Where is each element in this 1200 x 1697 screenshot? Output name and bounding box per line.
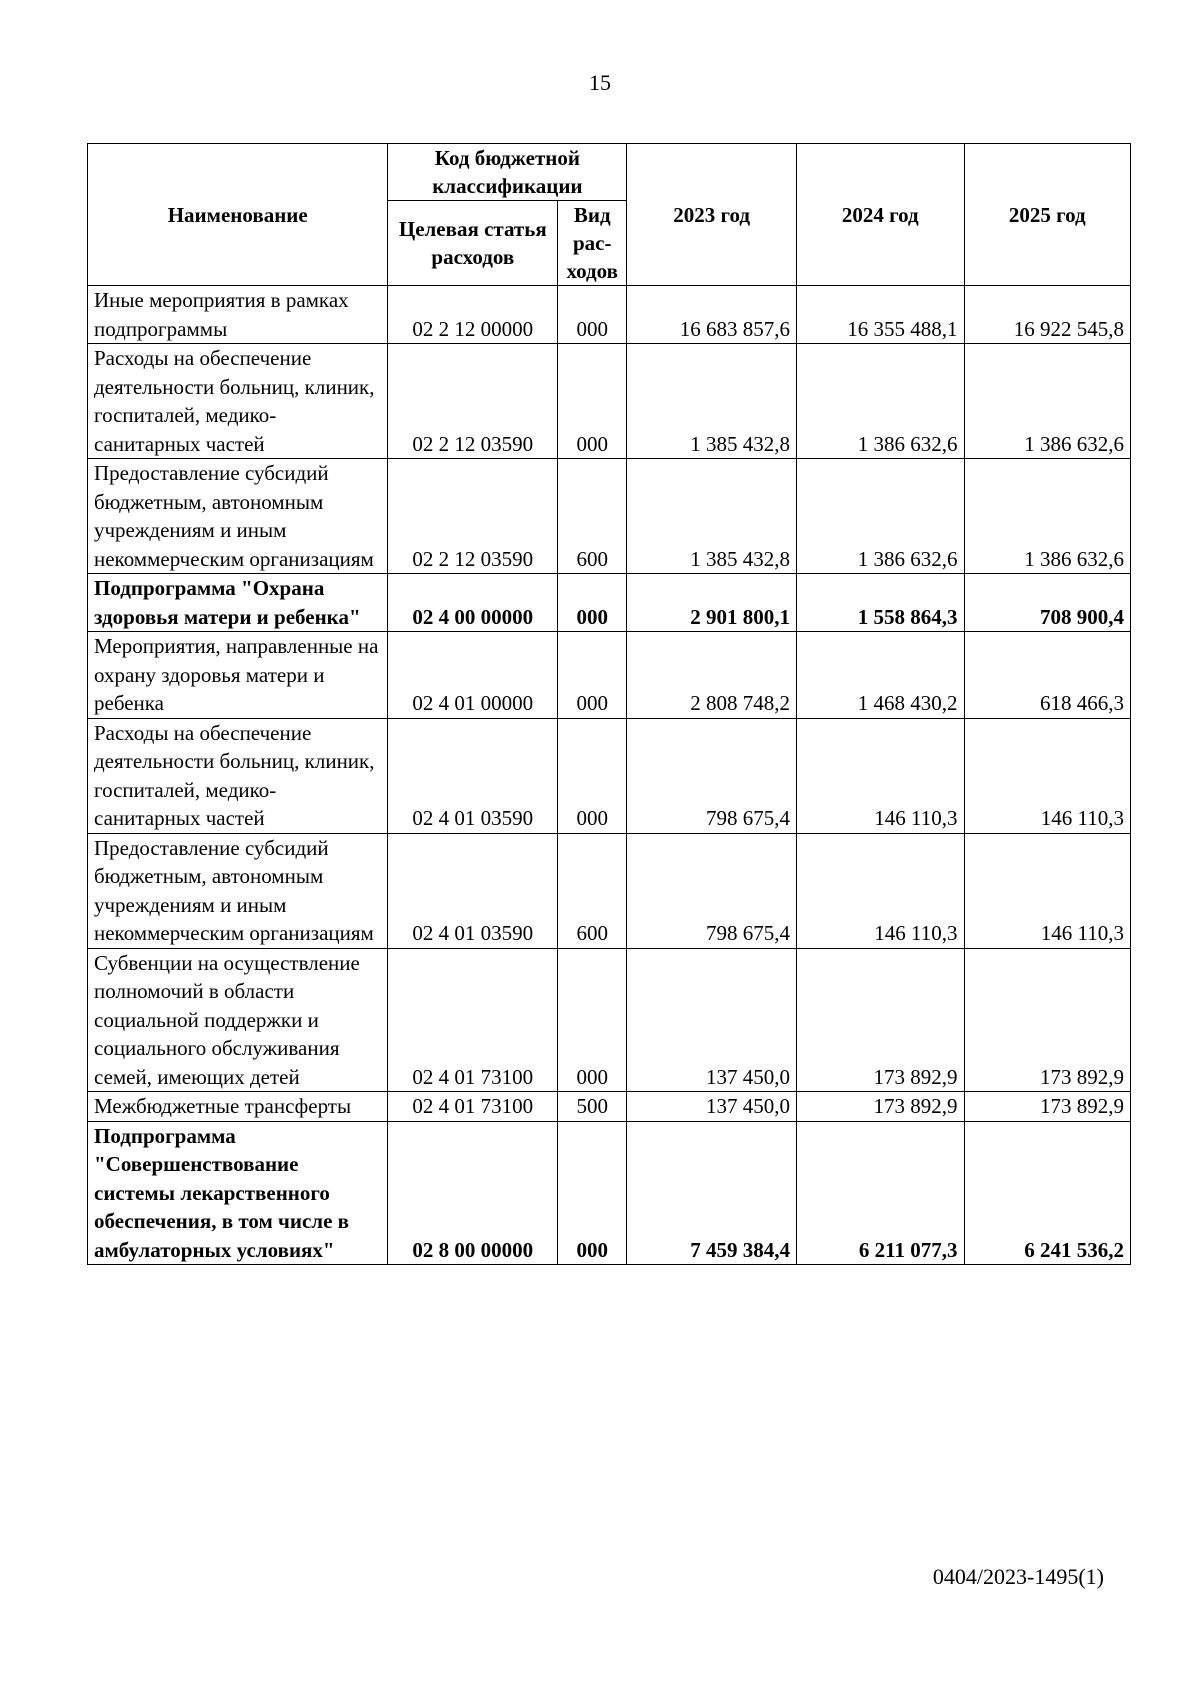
row-kind: 600 [558, 459, 627, 574]
row-2025: 708 900,4 [964, 574, 1131, 632]
row-code: 02 4 01 03590 [388, 718, 558, 833]
row-2025: 6 241 536,2 [964, 1121, 1131, 1265]
row-2024: 146 110,3 [796, 833, 964, 948]
header-2025: 2025 год [964, 144, 1131, 286]
row-name: Подпрограмма "Охрана здоровья матери и ребенка" [88, 574, 388, 632]
row-2023: 2 808 748,2 [627, 632, 797, 719]
row-2024: 1 558 864,3 [796, 574, 964, 632]
row-name: Предоставление субсидий бюджетным, автономным учреждениям и иным некоммерческим организациям [88, 833, 388, 948]
row-code: 02 2 12 03590 [388, 344, 558, 459]
row-2023: 1 385 432,8 [627, 344, 797, 459]
row-kind: 000 [558, 948, 627, 1092]
header-row-1 [88, 144, 1131, 201]
row-code: 02 8 00 00000 [388, 1121, 558, 1265]
row-name: Мероприятия, направленные на охрану здоровья матери и ребенка [88, 632, 388, 719]
row-code: 02 4 00 00000 [388, 574, 558, 632]
row-2023: 7 459 384,4 [627, 1121, 797, 1265]
row-code: 02 4 01 00000 [388, 632, 558, 719]
row-2023: 16 683 857,6 [627, 286, 797, 344]
row-kind: 000 [558, 718, 627, 833]
row-2023: 798 675,4 [627, 718, 797, 833]
row-2024: 1 386 632,6 [796, 459, 964, 574]
row-2023: 137 450,0 [627, 1092, 797, 1122]
table-row [88, 344, 1131, 459]
header-2023: 2023 год [627, 144, 797, 286]
table-row [88, 459, 1131, 574]
row-code: 02 2 12 03590 [388, 459, 558, 574]
row-2023: 1 385 432,8 [627, 459, 797, 574]
row-kind: 600 [558, 833, 627, 948]
row-2025: 1 386 632,6 [964, 459, 1131, 574]
row-2025: 146 110,3 [964, 833, 1131, 948]
table-row [88, 632, 1131, 719]
row-name: Субвенции на осуществление полномочий в области социальной поддержки и социального обслуживания семей, имеющих детей [88, 948, 388, 1092]
row-2024: 173 892,9 [796, 948, 964, 1092]
table-row [88, 718, 1131, 833]
table-row [88, 286, 1131, 344]
row-2025: 16 922 545,8 [964, 286, 1131, 344]
row-2025: 173 892,9 [964, 1092, 1131, 1122]
row-2024: 6 211 077,3 [796, 1121, 964, 1265]
row-kind: 000 [558, 632, 627, 719]
row-2024: 1 386 632,6 [796, 344, 964, 459]
row-code: 02 4 01 03590 [388, 833, 558, 948]
row-kind: 500 [558, 1092, 627, 1122]
row-2023: 2 901 800,1 [627, 574, 797, 632]
budget-table [87, 143, 1131, 1265]
header-target-article: Целевая статья расходов [388, 201, 558, 286]
row-2024: 1 468 430,2 [796, 632, 964, 719]
table-row [88, 948, 1131, 1092]
row-kind: 000 [558, 286, 627, 344]
row-2025: 146 110,3 [964, 718, 1131, 833]
row-kind: 000 [558, 574, 627, 632]
row-kind: 000 [558, 344, 627, 459]
row-name: Подпрограмма "Совершенствование системы лекарственного обеспечения, в том числе в амбулаторных условиях" [88, 1121, 388, 1265]
header-code-group: Код бюджетной классификации [388, 144, 627, 201]
row-2024: 173 892,9 [796, 1092, 964, 1122]
row-name: Межбюджетные трансферты [88, 1092, 388, 1122]
row-code: 02 4 01 73100 [388, 1092, 558, 1122]
document-registration-code: 0404/2023-1495(1) [932, 1564, 1104, 1589]
row-kind: 000 [558, 1121, 627, 1265]
header-expense-type: Вид рас-ходов [558, 201, 627, 286]
row-2025: 618 466,3 [964, 632, 1131, 719]
table-row-subprogram [88, 1121, 1131, 1265]
row-2025: 173 892,9 [964, 948, 1131, 1092]
row-code: 02 4 01 73100 [388, 948, 558, 1092]
row-2024: 146 110,3 [796, 718, 964, 833]
row-name: Расходы на обеспечение деятельности больниц, клиник, госпиталей, медико-санитарных частей [88, 344, 388, 459]
row-2024: 16 355 488,1 [796, 286, 964, 344]
table-row [88, 1092, 1131, 1122]
row-2023: 798 675,4 [627, 833, 797, 948]
header-2024: 2024 год [796, 144, 964, 286]
table-row-subprogram [88, 574, 1131, 632]
row-2023: 137 450,0 [627, 948, 797, 1092]
header-name: Наименование [88, 144, 388, 286]
row-code: 02 2 12 00000 [388, 286, 558, 344]
table-row [88, 833, 1131, 948]
row-2025: 1 386 632,6 [964, 344, 1131, 459]
row-name: Иные мероприятия в рамках подпрограммы [88, 286, 388, 344]
row-name: Расходы на обеспечение деятельности больниц, клиник, госпиталей, медико-санитарных частей [88, 718, 388, 833]
page-number: 15 [589, 70, 611, 95]
row-name: Предоставление субсидий бюджетным, автономным учреждениям и иным некоммерческим организациям [88, 459, 388, 574]
